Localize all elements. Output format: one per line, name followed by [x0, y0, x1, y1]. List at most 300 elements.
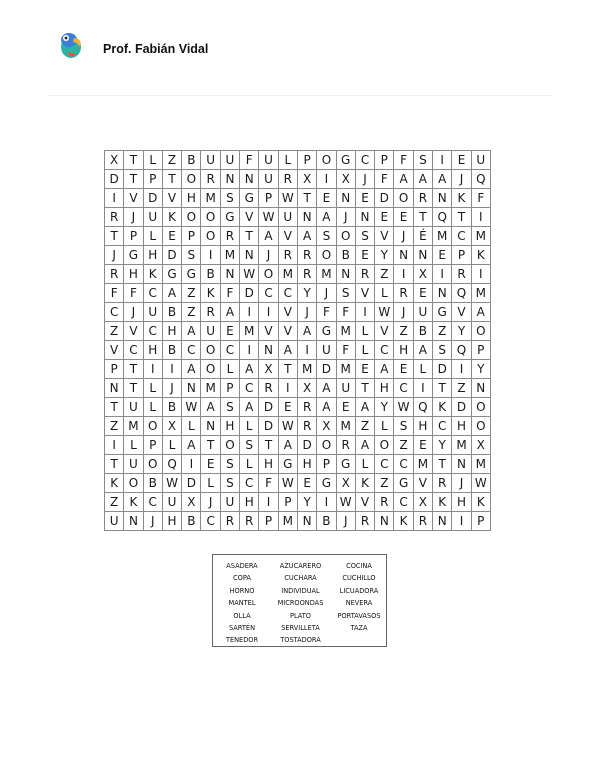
- grid-cell[interactable]: O: [259, 265, 278, 284]
- grid-cell[interactable]: S: [336, 284, 355, 303]
- grid-cell[interactable]: O: [375, 436, 394, 455]
- grid-cell[interactable]: P: [143, 436, 162, 455]
- grid-cell[interactable]: O: [201, 208, 220, 227]
- grid-cell[interactable]: D: [317, 360, 336, 379]
- grid-cell[interactable]: M: [433, 227, 452, 246]
- grid-cell[interactable]: L: [278, 151, 297, 170]
- grid-cell[interactable]: D: [259, 398, 278, 417]
- grid-cell[interactable]: D: [452, 398, 471, 417]
- grid-cell[interactable]: E: [336, 398, 355, 417]
- grid-cell[interactable]: F: [259, 474, 278, 493]
- grid-cell[interactable]: V: [278, 322, 297, 341]
- grid-cell[interactable]: K: [201, 284, 220, 303]
- grid-cell[interactable]: V: [355, 493, 374, 512]
- grid-cell[interactable]: M: [201, 379, 220, 398]
- grid-cell[interactable]: T: [433, 379, 452, 398]
- grid-cell[interactable]: T: [124, 360, 143, 379]
- grid-cell[interactable]: A: [413, 170, 432, 189]
- grid-cell[interactable]: N: [182, 379, 201, 398]
- grid-cell[interactable]: D: [297, 436, 316, 455]
- grid-cell[interactable]: X: [471, 436, 490, 455]
- grid-cell[interactable]: Y: [297, 493, 316, 512]
- grid-cell[interactable]: Z: [355, 417, 374, 436]
- grid-cell[interactable]: A: [240, 398, 259, 417]
- grid-cell[interactable]: K: [452, 189, 471, 208]
- grid-cell[interactable]: N: [220, 170, 239, 189]
- grid-cell[interactable]: X: [317, 417, 336, 436]
- grid-cell[interactable]: N: [240, 170, 259, 189]
- grid-cell[interactable]: R: [355, 512, 374, 531]
- grid-cell[interactable]: F: [336, 341, 355, 360]
- grid-cell[interactable]: G: [240, 189, 259, 208]
- grid-cell[interactable]: A: [182, 436, 201, 455]
- grid-cell[interactable]: L: [182, 417, 201, 436]
- grid-cell[interactable]: G: [394, 474, 413, 493]
- grid-cell[interactable]: E: [220, 322, 239, 341]
- grid-cell[interactable]: L: [220, 360, 239, 379]
- grid-cell[interactable]: C: [182, 341, 201, 360]
- grid-cell[interactable]: U: [105, 512, 124, 531]
- grid-cell[interactable]: M: [471, 227, 490, 246]
- grid-cell[interactable]: S: [220, 474, 239, 493]
- grid-cell[interactable]: H: [413, 417, 432, 436]
- grid-cell[interactable]: K: [433, 398, 452, 417]
- grid-cell[interactable]: M: [471, 455, 490, 474]
- grid-cell[interactable]: P: [452, 246, 471, 265]
- grid-cell[interactable]: C: [143, 284, 162, 303]
- grid-cell[interactable]: Z: [162, 151, 181, 170]
- grid-cell[interactable]: Z: [182, 303, 201, 322]
- grid-cell[interactable]: T: [124, 379, 143, 398]
- grid-cell[interactable]: O: [201, 341, 220, 360]
- grid-cell[interactable]: A: [297, 227, 316, 246]
- grid-cell[interactable]: V: [278, 303, 297, 322]
- grid-cell[interactable]: N: [433, 189, 452, 208]
- grid-cell[interactable]: U: [124, 398, 143, 417]
- grid-cell[interactable]: W: [259, 208, 278, 227]
- grid-cell[interactable]: R: [297, 417, 316, 436]
- grid-cell[interactable]: W: [240, 265, 259, 284]
- grid-cell[interactable]: U: [317, 341, 336, 360]
- grid-cell[interactable]: Z: [105, 417, 124, 436]
- grid-cell[interactable]: M: [297, 360, 316, 379]
- grid-cell[interactable]: U: [259, 151, 278, 170]
- grid-cell[interactable]: T: [162, 170, 181, 189]
- grid-cell[interactable]: X: [182, 493, 201, 512]
- grid-cell[interactable]: U: [201, 151, 220, 170]
- grid-cell[interactable]: J: [124, 208, 143, 227]
- grid-cell[interactable]: I: [278, 379, 297, 398]
- grid-cell[interactable]: V: [375, 227, 394, 246]
- grid-cell[interactable]: L: [375, 284, 394, 303]
- grid-cell[interactable]: A: [297, 322, 316, 341]
- grid-cell[interactable]: P: [143, 170, 162, 189]
- grid-cell[interactable]: L: [355, 455, 374, 474]
- grid-cell[interactable]: T: [105, 455, 124, 474]
- grid-cell[interactable]: K: [124, 493, 143, 512]
- grid-cell[interactable]: R: [336, 436, 355, 455]
- grid-cell[interactable]: A: [394, 170, 413, 189]
- grid-cell[interactable]: H: [452, 493, 471, 512]
- grid-cell[interactable]: G: [220, 208, 239, 227]
- grid-cell[interactable]: F: [394, 151, 413, 170]
- grid-cell[interactable]: N: [297, 208, 316, 227]
- grid-cell[interactable]: C: [452, 227, 471, 246]
- grid-cell[interactable]: L: [143, 379, 162, 398]
- grid-cell[interactable]: Q: [452, 284, 471, 303]
- grid-cell[interactable]: G: [336, 151, 355, 170]
- grid-cell[interactable]: D: [105, 170, 124, 189]
- grid-cell[interactable]: G: [317, 322, 336, 341]
- grid-cell[interactable]: M: [278, 512, 297, 531]
- grid-cell[interactable]: H: [297, 455, 316, 474]
- grid-cell[interactable]: D: [259, 417, 278, 436]
- grid-cell[interactable]: J: [394, 303, 413, 322]
- grid-cell[interactable]: J: [317, 284, 336, 303]
- grid-cell[interactable]: T: [278, 360, 297, 379]
- grid-cell[interactable]: E: [355, 189, 374, 208]
- grid-cell[interactable]: F: [124, 284, 143, 303]
- grid-cell[interactable]: I: [355, 303, 374, 322]
- grid-cell[interactable]: M: [471, 284, 490, 303]
- grid-cell[interactable]: I: [240, 303, 259, 322]
- grid-cell[interactable]: T: [201, 436, 220, 455]
- grid-cell[interactable]: P: [220, 379, 239, 398]
- grid-cell[interactable]: C: [375, 341, 394, 360]
- grid-cell[interactable]: A: [317, 379, 336, 398]
- grid-cell[interactable]: I: [105, 436, 124, 455]
- grid-cell[interactable]: D: [240, 284, 259, 303]
- grid-cell[interactable]: J: [336, 208, 355, 227]
- grid-cell[interactable]: M: [336, 417, 355, 436]
- grid-cell[interactable]: H: [162, 512, 181, 531]
- grid-cell[interactable]: I: [471, 265, 490, 284]
- grid-cell[interactable]: O: [471, 322, 490, 341]
- grid-cell[interactable]: N: [201, 417, 220, 436]
- grid-cell[interactable]: J: [105, 246, 124, 265]
- grid-cell[interactable]: E: [355, 360, 374, 379]
- grid-cell[interactable]: U: [143, 303, 162, 322]
- grid-cell[interactable]: G: [182, 265, 201, 284]
- grid-cell[interactable]: R: [355, 265, 374, 284]
- grid-cell[interactable]: J: [297, 303, 316, 322]
- grid-cell[interactable]: G: [336, 455, 355, 474]
- grid-cell[interactable]: O: [143, 417, 162, 436]
- grid-cell[interactable]: O: [182, 208, 201, 227]
- grid-cell[interactable]: C: [240, 379, 259, 398]
- grid-cell[interactable]: K: [162, 208, 181, 227]
- grid-cell[interactable]: M: [317, 265, 336, 284]
- grid-cell[interactable]: N: [433, 284, 452, 303]
- grid-cell[interactable]: U: [201, 322, 220, 341]
- grid-cell[interactable]: M: [124, 417, 143, 436]
- grid-cell[interactable]: C: [201, 512, 220, 531]
- grid-cell[interactable]: L: [375, 417, 394, 436]
- grid-cell[interactable]: A: [278, 436, 297, 455]
- grid-cell[interactable]: X: [162, 417, 181, 436]
- grid-cell[interactable]: E: [413, 436, 432, 455]
- grid-cell[interactable]: Y: [452, 322, 471, 341]
- grid-cell[interactable]: E: [278, 398, 297, 417]
- grid-cell[interactable]: F: [471, 189, 490, 208]
- grid-cell[interactable]: T: [452, 208, 471, 227]
- grid-cell[interactable]: Z: [375, 474, 394, 493]
- grid-cell[interactable]: A: [162, 284, 181, 303]
- grid-cell[interactable]: F: [317, 303, 336, 322]
- grid-cell[interactable]: H: [143, 246, 162, 265]
- grid-cell[interactable]: O: [201, 227, 220, 246]
- grid-cell[interactable]: P: [182, 227, 201, 246]
- grid-cell[interactable]: N: [259, 341, 278, 360]
- grid-cell[interactable]: Y: [433, 436, 452, 455]
- grid-cell[interactable]: K: [355, 474, 374, 493]
- grid-cell[interactable]: V: [278, 227, 297, 246]
- grid-cell[interactable]: Q: [413, 398, 432, 417]
- grid-cell[interactable]: I: [452, 360, 471, 379]
- grid-cell[interactable]: E: [413, 284, 432, 303]
- grid-cell[interactable]: H: [124, 265, 143, 284]
- grid-cell[interactable]: T: [105, 227, 124, 246]
- grid-cell[interactable]: S: [220, 189, 239, 208]
- grid-cell[interactable]: Q: [162, 455, 181, 474]
- grid-cell[interactable]: U: [259, 170, 278, 189]
- grid-cell[interactable]: J: [124, 303, 143, 322]
- grid-cell[interactable]: A: [240, 360, 259, 379]
- grid-cell[interactable]: I: [105, 189, 124, 208]
- grid-cell[interactable]: I: [433, 265, 452, 284]
- grid-cell[interactable]: M: [413, 455, 432, 474]
- grid-cell[interactable]: R: [220, 512, 239, 531]
- grid-cell[interactable]: Z: [394, 436, 413, 455]
- grid-cell[interactable]: J: [452, 474, 471, 493]
- grid-cell[interactable]: S: [433, 341, 452, 360]
- grid-cell[interactable]: O: [143, 455, 162, 474]
- grid-cell[interactable]: U: [471, 151, 490, 170]
- grid-cell[interactable]: R: [394, 284, 413, 303]
- grid-cell[interactable]: D: [375, 189, 394, 208]
- grid-cell[interactable]: K: [433, 493, 452, 512]
- grid-cell[interactable]: V: [124, 189, 143, 208]
- grid-cell[interactable]: Q: [471, 170, 490, 189]
- grid-cell[interactable]: F: [336, 303, 355, 322]
- grid-cell[interactable]: J: [259, 246, 278, 265]
- grid-cell[interactable]: U: [220, 493, 239, 512]
- grid-cell[interactable]: W: [471, 474, 490, 493]
- grid-cell[interactable]: U: [220, 151, 239, 170]
- grid-cell[interactable]: E: [394, 360, 413, 379]
- grid-cell[interactable]: L: [201, 474, 220, 493]
- grid-cell[interactable]: C: [143, 493, 162, 512]
- grid-cell[interactable]: H: [452, 417, 471, 436]
- grid-cell[interactable]: E: [394, 208, 413, 227]
- grid-cell[interactable]: N: [336, 265, 355, 284]
- grid-cell[interactable]: M: [452, 436, 471, 455]
- grid-cell[interactable]: Z: [375, 265, 394, 284]
- grid-cell[interactable]: Z: [452, 379, 471, 398]
- grid-cell[interactable]: N: [124, 512, 143, 531]
- grid-cell[interactable]: V: [355, 284, 374, 303]
- grid-cell[interactable]: A: [317, 398, 336, 417]
- grid-cell[interactable]: V: [240, 208, 259, 227]
- grid-cell[interactable]: N: [336, 189, 355, 208]
- grid-cell[interactable]: C: [433, 417, 452, 436]
- grid-cell[interactable]: T: [105, 398, 124, 417]
- grid-cell[interactable]: Z: [394, 322, 413, 341]
- grid-cell[interactable]: R: [220, 227, 239, 246]
- grid-cell[interactable]: O: [201, 360, 220, 379]
- grid-cell[interactable]: R: [297, 398, 316, 417]
- grid-cell[interactable]: S: [355, 227, 374, 246]
- grid-cell[interactable]: T: [124, 170, 143, 189]
- grid-cell[interactable]: I: [297, 341, 316, 360]
- grid-cell[interactable]: Z: [433, 322, 452, 341]
- grid-cell[interactable]: J: [452, 170, 471, 189]
- grid-cell[interactable]: W: [278, 417, 297, 436]
- grid-cell[interactable]: V: [105, 341, 124, 360]
- grid-cell[interactable]: V: [259, 322, 278, 341]
- grid-cell[interactable]: O: [317, 246, 336, 265]
- grid-cell[interactable]: F: [220, 284, 239, 303]
- grid-cell[interactable]: T: [355, 379, 374, 398]
- grid-cell[interactable]: P: [259, 512, 278, 531]
- grid-cell[interactable]: B: [317, 512, 336, 531]
- grid-cell[interactable]: R: [452, 265, 471, 284]
- grid-cell[interactable]: B: [336, 246, 355, 265]
- grid-cell[interactable]: B: [162, 398, 181, 417]
- grid-cell[interactable]: G: [124, 246, 143, 265]
- grid-cell[interactable]: O: [471, 417, 490, 436]
- grid-cell[interactable]: I: [259, 303, 278, 322]
- grid-cell[interactable]: M: [278, 265, 297, 284]
- grid-cell[interactable]: S: [240, 436, 259, 455]
- grid-cell[interactable]: U: [162, 493, 181, 512]
- grid-cell[interactable]: O: [394, 189, 413, 208]
- grid-cell[interactable]: L: [413, 360, 432, 379]
- grid-cell[interactable]: T: [124, 151, 143, 170]
- grid-cell[interactable]: N: [433, 512, 452, 531]
- grid-cell[interactable]: J: [336, 512, 355, 531]
- grid-cell[interactable]: N: [471, 379, 490, 398]
- grid-cell[interactable]: R: [433, 474, 452, 493]
- grid-cell[interactable]: P: [278, 493, 297, 512]
- grid-cell[interactable]: J: [162, 379, 181, 398]
- grid-cell[interactable]: C: [124, 341, 143, 360]
- grid-cell[interactable]: A: [317, 208, 336, 227]
- grid-cell[interactable]: I: [182, 455, 201, 474]
- grid-cell[interactable]: G: [317, 474, 336, 493]
- grid-cell[interactable]: N: [105, 379, 124, 398]
- grid-cell[interactable]: T: [297, 189, 316, 208]
- grid-cell[interactable]: L: [355, 341, 374, 360]
- grid-cell[interactable]: D: [433, 360, 452, 379]
- grid-cell[interactable]: C: [220, 341, 239, 360]
- grid-cell[interactable]: H: [375, 379, 394, 398]
- grid-cell[interactable]: A: [355, 436, 374, 455]
- grid-cell[interactable]: V: [452, 303, 471, 322]
- grid-cell[interactable]: M: [336, 322, 355, 341]
- grid-cell[interactable]: S: [220, 455, 239, 474]
- grid-cell[interactable]: A: [220, 303, 239, 322]
- grid-cell[interactable]: U: [124, 455, 143, 474]
- grid-cell[interactable]: E: [452, 151, 471, 170]
- grid-cell[interactable]: R: [413, 189, 432, 208]
- grid-cell[interactable]: Y: [375, 246, 394, 265]
- grid-cell[interactable]: M: [201, 189, 220, 208]
- grid-cell[interactable]: A: [413, 341, 432, 360]
- grid-cell[interactable]: Z: [105, 493, 124, 512]
- grid-cell[interactable]: W: [375, 303, 394, 322]
- grid-cell[interactable]: O: [471, 398, 490, 417]
- grid-cell[interactable]: I: [394, 265, 413, 284]
- grid-cell[interactable]: I: [143, 360, 162, 379]
- grid-cell[interactable]: H: [220, 417, 239, 436]
- grid-cell[interactable]: A: [182, 322, 201, 341]
- grid-cell[interactable]: I: [259, 493, 278, 512]
- grid-cell[interactable]: U: [336, 379, 355, 398]
- grid-cell[interactable]: U: [143, 208, 162, 227]
- grid-cell[interactable]: N: [413, 246, 432, 265]
- grid-cell[interactable]: K: [105, 474, 124, 493]
- grid-cell[interactable]: J: [201, 493, 220, 512]
- grid-cell[interactable]: T: [413, 208, 432, 227]
- grid-cell[interactable]: B: [162, 303, 181, 322]
- grid-cell[interactable]: R: [278, 246, 297, 265]
- grid-cell[interactable]: R: [201, 303, 220, 322]
- grid-cell[interactable]: V: [413, 474, 432, 493]
- grid-cell[interactable]: F: [240, 151, 259, 170]
- grid-cell[interactable]: C: [394, 455, 413, 474]
- grid-cell[interactable]: A: [278, 341, 297, 360]
- grid-cell[interactable]: T: [433, 455, 452, 474]
- grid-cell[interactable]: I: [201, 246, 220, 265]
- grid-cell[interactable]: A: [201, 398, 220, 417]
- grid-cell[interactable]: P: [471, 512, 490, 531]
- grid-cell[interactable]: W: [162, 474, 181, 493]
- grid-cell[interactable]: L: [240, 417, 259, 436]
- grid-cell[interactable]: C: [375, 455, 394, 474]
- grid-cell[interactable]: P: [297, 151, 316, 170]
- grid-cell[interactable]: B: [162, 341, 181, 360]
- grid-cell[interactable]: N: [375, 512, 394, 531]
- grid-cell[interactable]: H: [143, 341, 162, 360]
- grid-cell[interactable]: X: [297, 379, 316, 398]
- grid-cell[interactable]: K: [471, 493, 490, 512]
- grid-cell[interactable]: Z: [182, 284, 201, 303]
- grid-cell[interactable]: U: [278, 208, 297, 227]
- grid-cell[interactable]: I: [240, 341, 259, 360]
- grid-cell[interactable]: E: [375, 208, 394, 227]
- grid-cell[interactable]: Q: [452, 341, 471, 360]
- grid-cell[interactable]: D: [182, 474, 201, 493]
- grid-cell[interactable]: P: [105, 360, 124, 379]
- grid-cell[interactable]: X: [336, 474, 355, 493]
- grid-cell[interactable]: L: [162, 436, 181, 455]
- grid-cell[interactable]: C: [143, 322, 162, 341]
- grid-cell[interactable]: C: [259, 284, 278, 303]
- grid-cell[interactable]: E: [297, 474, 316, 493]
- grid-cell[interactable]: W: [394, 398, 413, 417]
- grid-cell[interactable]: G: [162, 265, 181, 284]
- grid-cell[interactable]: O: [182, 170, 201, 189]
- grid-cell[interactable]: R: [375, 493, 394, 512]
- grid-cell[interactable]: R: [413, 512, 432, 531]
- grid-cell[interactable]: É: [413, 227, 432, 246]
- grid-cell[interactable]: V: [375, 322, 394, 341]
- grid-cell[interactable]: Q: [433, 208, 452, 227]
- grid-cell[interactable]: C: [394, 493, 413, 512]
- grid-cell[interactable]: N: [297, 512, 316, 531]
- grid-cell[interactable]: A: [433, 170, 452, 189]
